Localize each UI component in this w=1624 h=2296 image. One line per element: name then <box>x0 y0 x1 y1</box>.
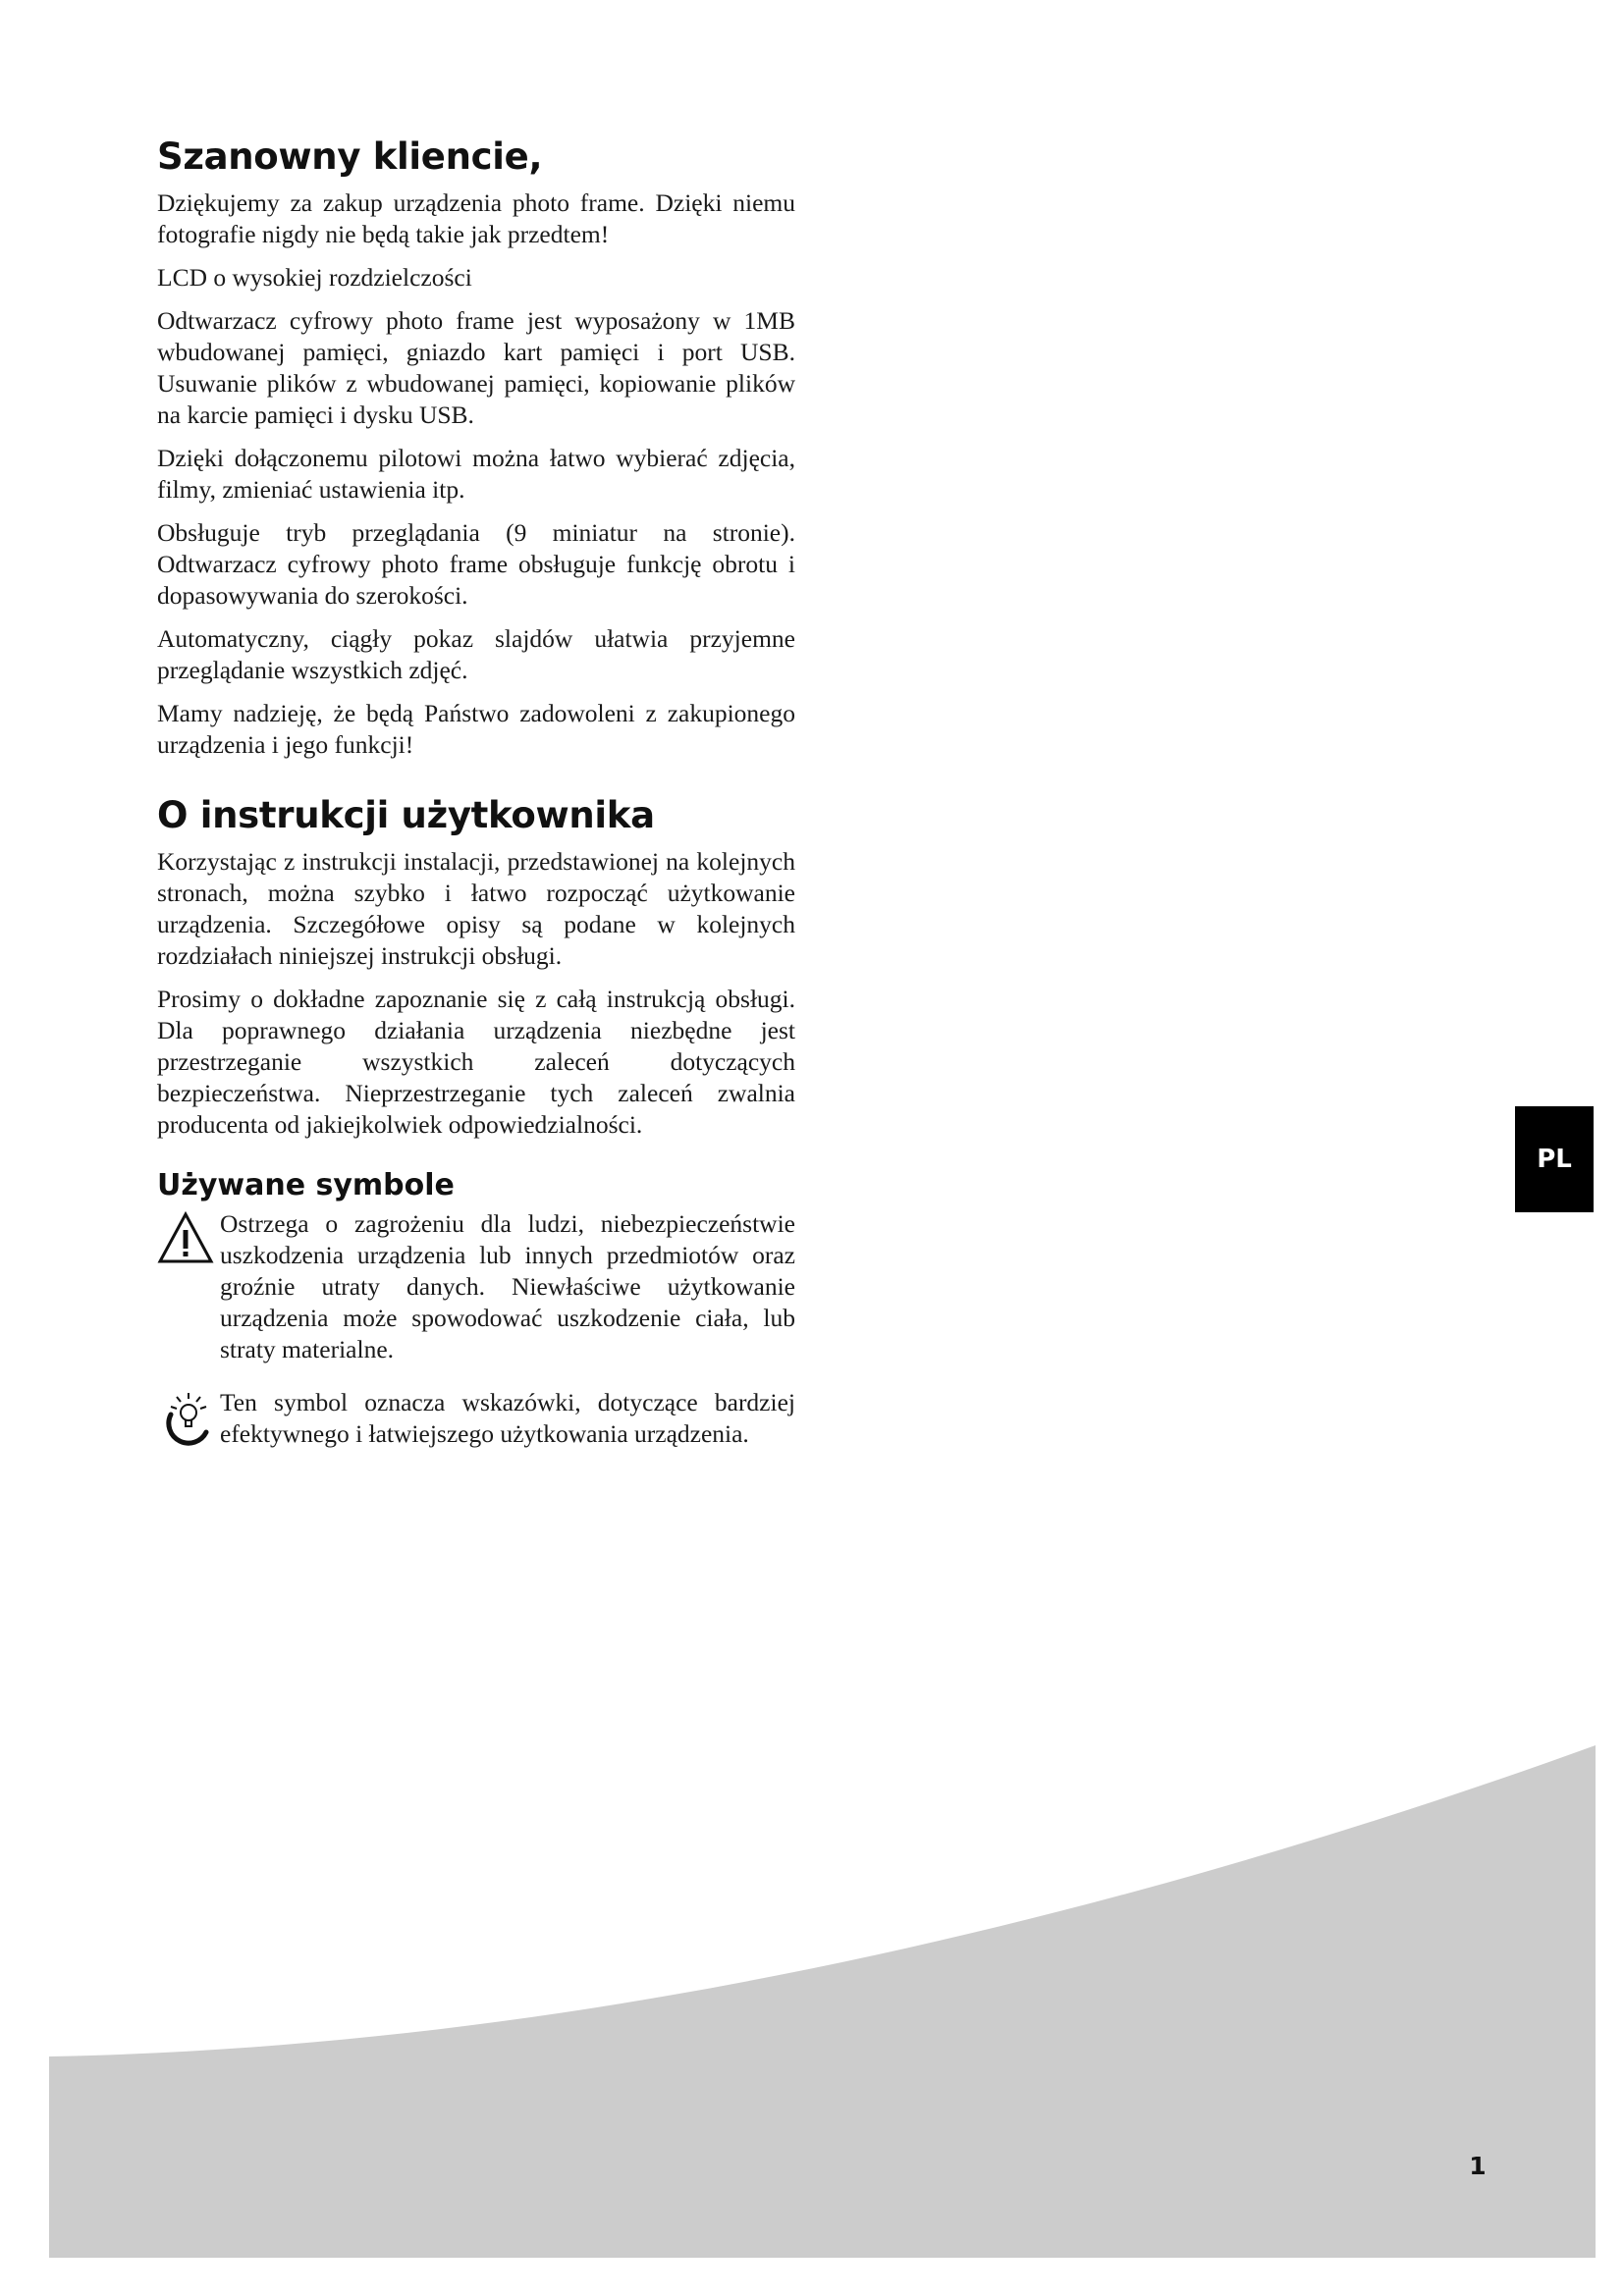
greeting-paragraph: Obsługuje tryb przeglądania (9 miniatur na stronie). Odtwarzacz cyfrowy photo frame obsługuje funkcję obrotu i dopasowywania do szerokości. <box>157 518 795 610</box>
warning-triangle-icon <box>157 1210 214 1267</box>
language-tab: PL <box>1515 1106 1594 1212</box>
page-number: 1 <box>1469 2152 1487 2180</box>
greeting-paragraph: Odtwarzacz cyfrowy photo frame jest wyposażony w 1MB wbudowanej pamięci, gniazdo kart pamięci i port USB. Usuwanie plików z wbudowanej pamięci, kopiowanie plików na karcie pamięci i dysku USB. <box>157 306 795 429</box>
greeting-paragraph: Dziękujemy za zakup urządzenia photo frame. Dzięki niemu fotografie nigdy nie będą takie jak przedtem! <box>157 188 795 248</box>
greeting-paragraph: LCD o wysokiej rozdzielczości <box>157 263 472 292</box>
greeting-paragraph: Dzięki dołączonemu pilotowi można łatwo wybierać zdjęcia, filmy, zmieniać ustawienia itp. <box>157 444 795 504</box>
greeting-paragraph: Mamy nadzieję, że będą Państwo zadowoleni z zakupionego urządzenia i jego funkcji! <box>157 699 795 759</box>
page-content <box>157 135 795 1471</box>
symbol-description: Ostrzega o zagrożeniu dla ludzi, niebezpieczeństwie uszkodzenia urządzenia lub innych przedmiotów oraz groźnie utraty danych. Niewłaściwe użytkowanie urządzenia może spowodować uszkodzenie ciała, lub straty materialne. <box>220 1209 795 1363</box>
tip-lightbulb-icon <box>157 1389 214 1446</box>
manual-paragraph: Korzystając z instrukcji instalacji, przedstawionej na kolejnych stronach, można szybko i łatwo rozpocząć użytkowanie urządzenia. Szczegółowe opisy są podane w kolejnych rozdziałach niniejszej instrukcji obsługi. <box>157 847 795 970</box>
symbol-item-warning <box>157 1208 795 1365</box>
greeting-paragraph: Automatyczny, ciągły pokaz slajdów ułatwia przyjemne przeglądanie wszystkich zdjęć. <box>157 624 795 684</box>
greeting-heading: Szanowny kliencie, <box>157 135 543 178</box>
symbols-heading: Używane symbole <box>157 1168 455 1202</box>
manual-paragraph: Prosimy o dokładne zapoznanie się z całą instrukcją obsługi. Dla poprawnego działania urządzenia niezbędne jest przestrzeganie wszystkich zaleceń dotyczących bezpieczeństwa. Nieprzestrzeganie tych zaleceń zwalnia producenta od jakiejkolwiek odpowiedzialności. <box>157 985 795 1139</box>
manual-heading: O instrukcji użytkownika <box>157 794 655 836</box>
symbol-description: Ten symbol oznacza wskazówki, dotyczące bardziej efektywnego i łatwiejszego użytkowania urządzenia. <box>220 1388 795 1448</box>
symbol-item-tip <box>157 1387 795 1450</box>
